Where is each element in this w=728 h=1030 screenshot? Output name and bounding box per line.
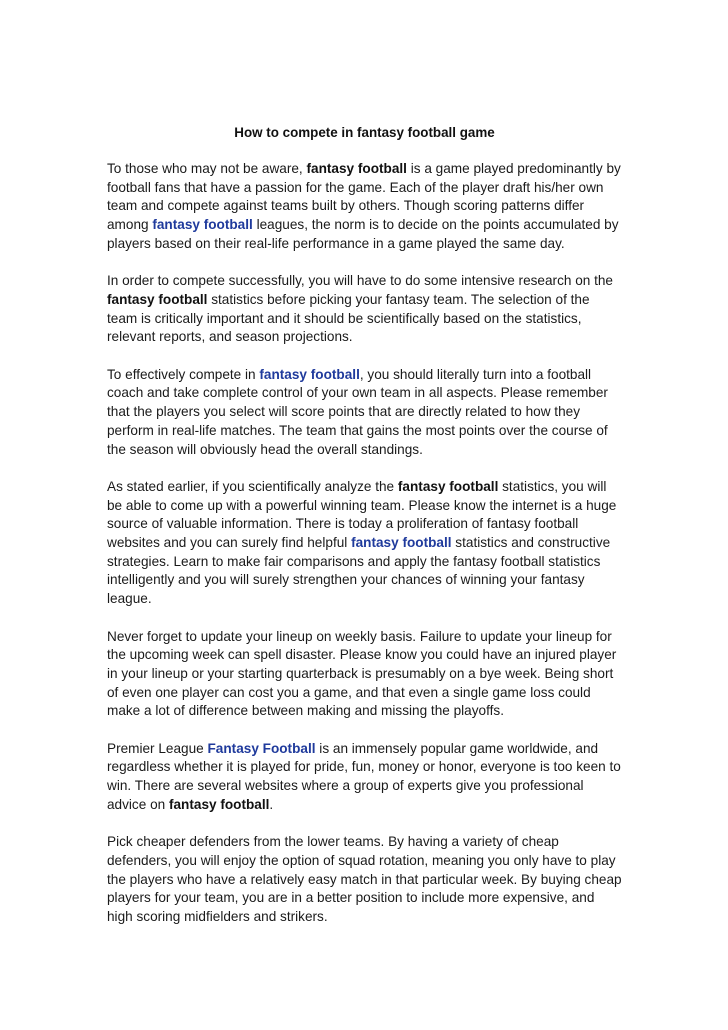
paragraph-text: is an immensely popular game worldwide, and regardless whether it is played for pride, fun, money or honor, everyone is too keen to win. There are several websites where a group of experts give you professional advice on bbox=[107, 740, 621, 812]
paragraph-7 bbox=[107, 833, 622, 927]
paragraph-text: leagues, the norm is to decide on the points accumulated by players based on their real-life performance in a game played the same day. bbox=[107, 217, 619, 251]
document-body bbox=[107, 160, 622, 927]
keyword-link[interactable]: fantasy football bbox=[259, 366, 360, 382]
keyword-link[interactable]: fantasy football bbox=[152, 217, 253, 233]
paragraph-text: , you should literally turn into a football coach and take complete control of your own team in all aspects. Please remember that the players you select will score points that are directly related to how they perform in real-life matches. The team that gains the most points over the course of the season will obviously head the overall standings. bbox=[107, 366, 608, 457]
document-page bbox=[107, 124, 622, 945]
keyword-bold-text: fantasy football bbox=[168, 796, 270, 812]
paragraph-text: To those who may not be aware, bbox=[107, 161, 307, 176]
paragraph-6 bbox=[107, 740, 622, 815]
paragraph-text: In order to compete successfully, you will have to do some intensive research on the bbox=[107, 273, 613, 289]
document-title: How to compete in fantasy football game bbox=[234, 125, 495, 140]
paragraph-text: As stated earlier, if you scientifically analyze the bbox=[107, 478, 398, 494]
paragraph-text: To effectively compete in bbox=[107, 366, 260, 382]
paragraph-text: statistics, you will be able to come up with a powerful winning team. Please know the internet is a huge source of valuable information. There is today a proliferation of fantasy football websites and you can surely find helpful bbox=[107, 478, 617, 551]
paragraph-text: . bbox=[269, 796, 274, 812]
keyword-link[interactable]: Fantasy Football bbox=[207, 740, 316, 756]
keyword-link[interactable]: fantasy football bbox=[351, 535, 452, 551]
keyword-bold-text: fantasy football bbox=[107, 291, 208, 307]
paragraph-text: Never forget to update your lineup on weekly basis. Failure to update your lineup for the upcoming week can spell disaster. Please know you could have an injured player in your lineup or your starting quarterback is presumably on a bye week. Being short of even one player can cost you a game, and that even a single game loss could make a lot of difference between making and missing the playoffs. bbox=[107, 628, 617, 719]
paragraph-text: statistics and constructive strategies. Learn to make fair comparisons and apply the fantasy football statistics intelligently and you will surely strengthen your chances of winning your fantasy league. bbox=[107, 535, 611, 607]
paragraph-1 bbox=[107, 160, 622, 254]
paragraph-4 bbox=[107, 478, 622, 609]
keyword-bold-text: fantasy football bbox=[397, 478, 499, 494]
keyword-bold-text: fantasy football bbox=[306, 161, 407, 176]
paragraph-text: Pick cheaper defenders from the lower teams. By having a variety of cheap defenders, you will enjoy the option of squad rotation, meaning you only have to play the players who have a relatively easy match in that particular week. By buying cheap players for your team, you are in a better position to include more expensive, and high scoring midfielders and strikers. bbox=[107, 834, 622, 925]
paragraph-5 bbox=[107, 628, 622, 722]
paragraph-3 bbox=[107, 366, 622, 460]
paragraph-2 bbox=[107, 272, 622, 347]
paragraph-text: Premier League bbox=[107, 740, 208, 756]
paragraph-text: is a game played predominantly by football fans that have a passion for the game. Each of the player draft his/her own team and compete against teams built by others. Though scoring patterns differ among bbox=[107, 161, 621, 233]
paragraph-text: statistics before picking your fantasy team. The selection of the team is critically important and it should be scientifically based on the statistics, relevant reports, and season projections. bbox=[107, 291, 590, 345]
